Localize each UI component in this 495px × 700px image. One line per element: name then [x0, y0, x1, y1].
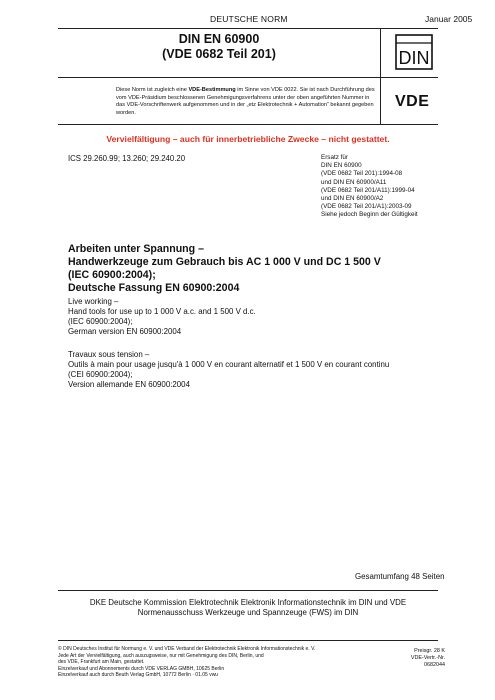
replaces-line: Siehe jedoch Beginn der Gültigkeit [321, 211, 418, 219]
notice-text-1: Diese Norm ist zugleich eine [116, 87, 189, 93]
english-title [68, 297, 448, 337]
copyright-block [58, 646, 388, 679]
document-number: DIN EN 60900 [178, 32, 260, 46]
french-title-line: Travaux sous tension – [68, 350, 150, 359]
ics-codes: ICS 29.260.99; 13.260; 29.240.20 [68, 154, 186, 163]
french-title-line: Outils à main pour usage jusqu'à 1 000 V en courant alternatif et 1 500 V en courant continu [68, 360, 390, 369]
french-title-line: (CEI 60900:2004); [68, 370, 133, 379]
title-bottom-rule [58, 77, 438, 78]
replaces-line: Ersatz für [321, 154, 348, 161]
german-title-line: Handwerkzeuge zum Gebrauch bis AC 1 000 V und DC 1 500 V [68, 256, 381, 268]
english-title-line: Hand tools for use up to 1 000 V a.c. and 1 500 V d.c. [68, 307, 256, 316]
replaces-line: (VDE 0682 Teil 201):1994-08 [321, 170, 403, 178]
replaces-line: und DIN EN 60900/A2 [321, 195, 384, 203]
english-title-line: German version EN 60900:2004 [68, 327, 182, 336]
total-pages: Gesamtumfang 48 Seiten [355, 572, 445, 581]
standard-type-label: DEUTSCHE NORM [210, 14, 288, 24]
notice-text-2: im Sinne von VDE 0022. Sie ist nach Durchführung des vom VDE-Präsidium beschlossenen Genehmigungsverfahrens unter der oben angeführten Nummer in das VDE-Vorschriftenwerk aufgenommen und in der „etz Elektrotechnik + Automation“ bekannt gegeben worden. [116, 87, 375, 116]
english-title-line: Live working – [68, 297, 119, 306]
din-logo-text: DIN [398, 48, 430, 68]
order-number: VDE-Vertr.-Nr. 0682044 [410, 655, 445, 668]
copyright-line: des VDE, Frankfurt am Main, gestattet. [58, 659, 145, 666]
dke-line-1: DKE Deutsche Kommission Elektrotechnik Elektronik Informationstechnik im DIN und VDE [89, 598, 407, 607]
notice-bottom-rule [58, 124, 438, 125]
document-number-box [58, 29, 380, 77]
german-title [68, 243, 448, 295]
german-title-line: Deutsche Fassung EN 60900:2004 [68, 282, 240, 294]
german-title-line: (IEC 60900:2004); [68, 269, 156, 281]
replaces-block [321, 154, 451, 220]
dke-line-2: Normenausschuss Werkzeuge und Spannzeuge (FWS) im DIN [137, 608, 359, 617]
copyright-rule [58, 640, 438, 641]
dke-committee [58, 598, 438, 618]
french-title [68, 350, 463, 390]
vde-logo-text: VDE [395, 93, 430, 110]
vde-notice [116, 87, 378, 117]
replaces-line: (VDE 0682 Teil 201/A11):1999-04 [321, 186, 415, 194]
notice-bold-term: VDE-Bestimmung [188, 87, 236, 93]
replaces-line: und DIN EN 60900/A11 [321, 178, 387, 186]
replaces-line: DIN EN 60900 [321, 162, 362, 170]
price-group: Preisgr. 28 K [414, 648, 445, 654]
logo-divider [380, 28, 381, 124]
din-logo [395, 34, 433, 70]
copyright-line: © DIN Deutsches Institut für Normung e. V. und VDE Verband der Elektrotechnik Elektronik Informationstechnik e. V. [58, 646, 316, 652]
reproduction-warning: Vervielfältigung – auch für innerbetriebliche Zwecke – nicht gestattet. [106, 134, 390, 144]
copyright-line: Jede Art der Vervielfältigung, auch auszugsweise, nur mit Genehmigung des DIN, Berlin, und [58, 652, 264, 659]
french-title-line: Version allemande EN 60900:2004 [68, 380, 190, 389]
copyright-line: Einzelverkauf auch durch Beuth Verlag GmbH, 10772 Berlin · 01.05 vwu [58, 672, 219, 679]
german-title-line: Arbeiten unter Spannung – [68, 243, 204, 255]
copyright-line: Einzelverkauf und Abonnements durch VDE VERLAG GMBH, 10625 Berlin [58, 665, 225, 672]
price-block [400, 648, 445, 669]
english-title-line: (IEC 60900:2004); [68, 317, 133, 326]
vde-classification: (VDE 0682 Teil 201) [162, 47, 276, 61]
issue-date: Januar 2005 [425, 14, 473, 24]
vde-logo [395, 93, 441, 109]
replaces-line: (VDE 0682 Teil 201/A1):2003-09 [321, 203, 412, 211]
footer-top-rule [58, 590, 438, 591]
